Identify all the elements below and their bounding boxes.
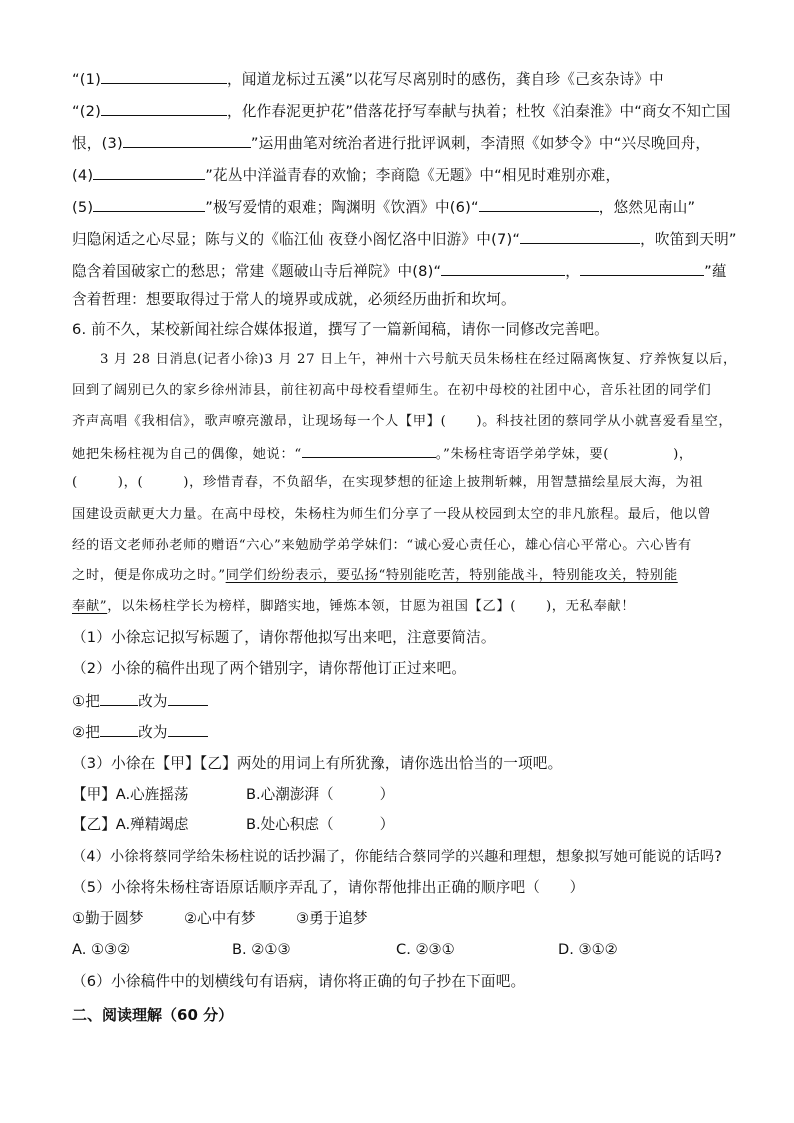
underlined-sentence-part1: 同学们纷纷表示，要弘扬“特别能吃苦，特别能战斗，特别能攻关，特别能 <box>225 568 678 583</box>
poem-line-6: 归隐闲适之心尽显；陈与义的《临江仙 夜登小阁忆洛中旧游》中(7)“ ，吹笛到天明” <box>72 228 728 250</box>
option-jia-a: 【甲】A.心旌摇荡 <box>72 786 189 803</box>
article-line-5: ( )，( )，珍惜青春，不负韶华，在实现梦想的征途上披荆斩棘，用智慧描绘星辰大海，为祖 <box>72 475 704 490</box>
sub-question-5: （5）小徐将朱杨柱寄语原话顺序弄乱了，请你帮他排出正确的顺序吧（ ） <box>72 879 585 896</box>
answer-blank-3[interactable] <box>123 132 251 148</box>
sub-question-3: （3）小徐在【甲】【乙】两处的用词上有所犹豫，请你选出恰当的一项吧。 <box>72 755 563 772</box>
typo-fix-line-2: ②把 改为 <box>72 721 728 743</box>
poem-line-8: 含着哲理：想要取得过于常人的境界或成就，必须经历曲折和坎坷。 <box>72 291 516 308</box>
article-line-8: 之时，便是你成功之时。”同学们纷纷表示，要弘扬“特别能吃苦，特别能战斗，特别能攻关，特别能 <box>72 568 678 583</box>
answer-blank-8b[interactable] <box>580 260 704 276</box>
section-heading-reading: 二、阅读理解（60 分） <box>72 1006 234 1024</box>
sub-question-6: （6）小徐稿件中的划横线句有语病，请你将正确的句子抄在下面吧。 <box>72 973 526 990</box>
choice-b[interactable]: B. ②①③ <box>232 941 291 958</box>
typo-fix-line-1: ①把 改为 <box>72 690 728 712</box>
option-yi-b: B.处心积虑（ ） <box>246 816 395 833</box>
order-item-2: ②心中有梦 <box>184 910 256 927</box>
order-item-3: ③勇于追梦 <box>296 910 368 927</box>
answer-blank-7[interactable] <box>520 228 640 244</box>
choice-c[interactable]: C. ②③① <box>396 941 455 958</box>
underlined-sentence-part2: 奉献” <box>72 599 108 614</box>
quote-blank[interactable] <box>302 442 436 458</box>
typo-right-2[interactable] <box>168 721 208 737</box>
article-line-4: 她把朱杨柱视为自己的偶像，她说：“ 。”朱杨柱寄语学弟学妹，要( )， <box>72 442 728 465</box>
poem-line-4: (4) ”花丛中洋溢青春的欢愉；李商隐《无题》中“相见时难别亦难， <box>72 164 728 186</box>
article-line-7: 经的语文老师孙老师的赠语“六心”来勉励学弟学妹们：“诚心爱心责任心，雄心信心平常心。六心皆有 <box>72 538 692 553</box>
typo-wrong-2[interactable] <box>100 721 138 737</box>
answer-blank-1[interactable] <box>101 68 227 84</box>
poem-line-5: (5) ”极写爱情的艰难；陶渊明《饮酒》中(6)“ ，悠然见南山” <box>72 196 728 218</box>
question-6-stem: 6. 前不久，某校新闻社综合媒体报道，撰写了一篇新闻稿，请你一同修改完善吧。 <box>72 321 609 338</box>
answer-blank-4[interactable] <box>93 164 205 180</box>
poem-line-2: “(2) ，化作春泥更护花”借落花抒写奉献与执着；杜牧《泊秦淮》中“商女不知亡国 <box>72 100 728 122</box>
sub-question-2: （2）小徐的稿件出现了两个错别字，请你帮他订正过来吧。 <box>72 660 467 677</box>
typo-wrong-1[interactable] <box>100 690 138 706</box>
poem-line-1: “(1) ，闻道龙标过五溪”以花写尽离别时的感伤，龚自珍《己亥杂诗》中 <box>72 68 728 90</box>
sub-question-4: （4）小徐将蔡同学给朱杨柱说的话抄漏了，你能结合蔡同学的兴趣和理想，想象拟写她可能说的话吗? <box>72 849 723 865</box>
answer-blank-8a[interactable] <box>441 260 565 276</box>
article-line-9: 奉献”，以朱杨柱学长为榜样，脚踏实地，锤炼本领，甘愿为祖国【乙】( )，无私奉献！ <box>72 599 636 614</box>
option-yi-a: 【乙】A.殚精竭虑 <box>72 816 189 833</box>
sub-question-1: （1）小徐忘记拟写标题了，请你帮他拟写出来吧，注意要简洁。 <box>72 629 496 646</box>
choice-a[interactable]: A. ①③② <box>72 941 131 958</box>
poem-line-7: 隐含着国破家亡的愁思；常建《题破山寺后禅院》中(8)“ ， ”蕴 <box>72 260 728 282</box>
answer-blank-5[interactable] <box>93 196 205 212</box>
order-item-1: ①勤于圆梦 <box>72 910 144 927</box>
article-line-1: 3 月 28 日消息(记者小徐)3 月 27 日上午，神州十六号航天员朱杨柱在经过隔离恢复、疗养恢复以后， <box>100 352 737 367</box>
poem-line-3: 恨，(3) ”运用曲笔对统治者进行批评讽刺，李清照《如梦令》中“兴尽晚回舟， <box>72 132 728 154</box>
article-line-3: 齐声高唱《我相信》，歌声嘹亮激昂，让现场每一个人【甲】( )。科技社团的蔡同学从小就喜爱看星空， <box>72 414 733 429</box>
article-line-2: 回到了阔别已久的家乡徐州沛县，前往初高中母校看望师生。在初中母校的社团中心，音乐社团的同学们 <box>72 383 712 398</box>
choice-d[interactable]: D. ③①② <box>558 941 618 958</box>
option-jia-b: B.心潮澎湃（ ） <box>246 786 395 803</box>
article-line-6: 国建设贡献更大力量。在高中母校，朱杨柱为师生们分享了一段从校园到太空的非凡旅程。最后，他以曾 <box>72 507 712 522</box>
answer-blank-6[interactable] <box>479 196 599 212</box>
typo-right-1[interactable] <box>168 690 208 706</box>
answer-blank-2[interactable] <box>101 100 227 116</box>
